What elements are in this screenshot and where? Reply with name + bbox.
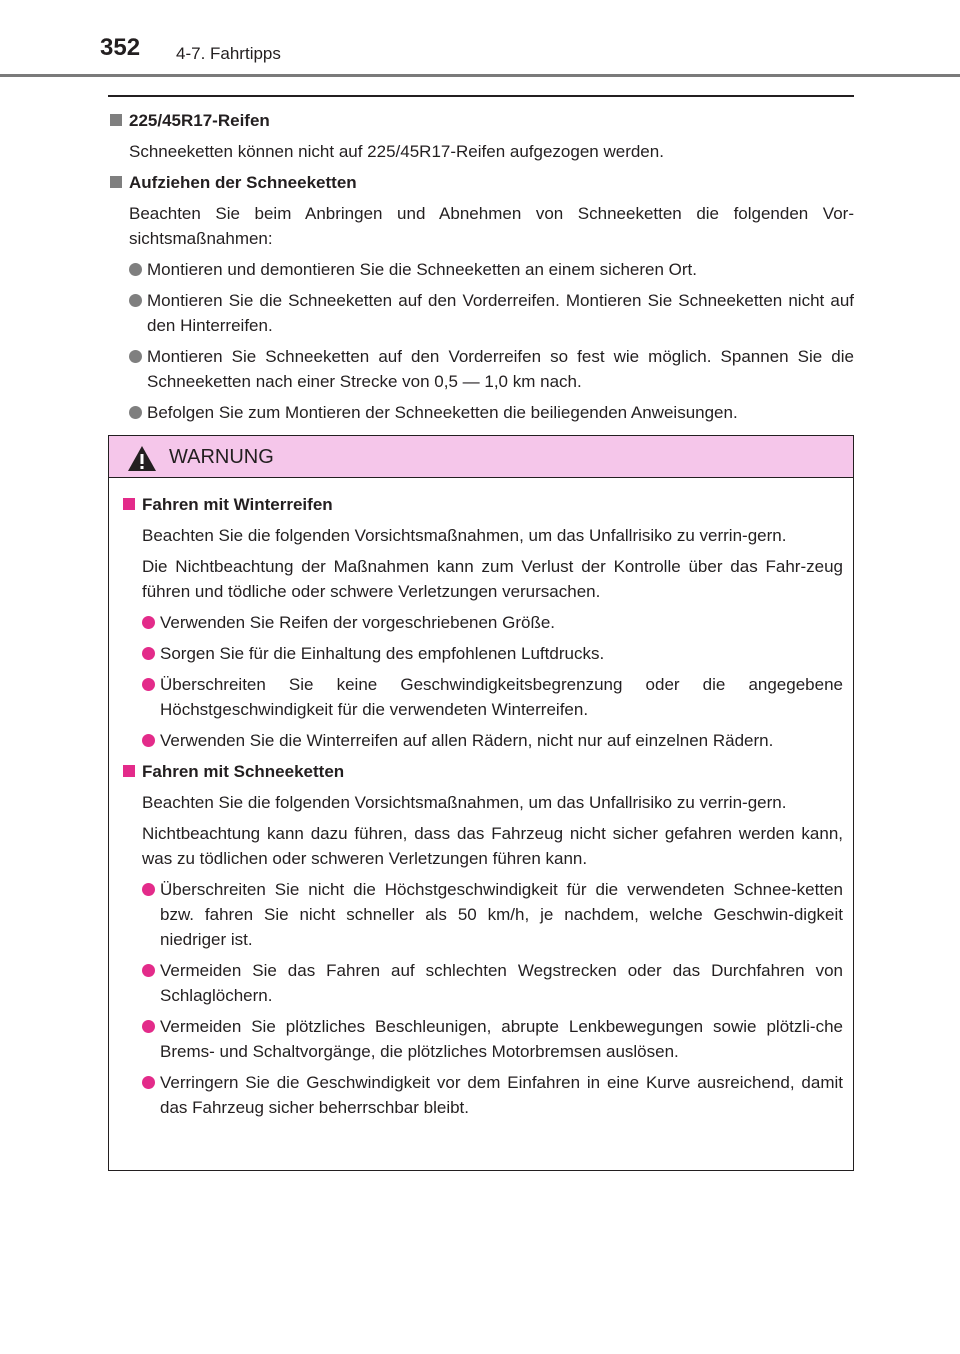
bullet-item	[129, 288, 854, 338]
bullet-item	[142, 1014, 843, 1064]
section-heading-text: Aufziehen der Schneeketten	[129, 173, 357, 192]
bullet-item	[142, 610, 843, 635]
section-heading	[121, 492, 843, 517]
round-bullet-icon	[142, 678, 155, 691]
bullet-item	[129, 400, 854, 425]
round-bullet-icon	[142, 647, 155, 660]
bullet-text: Verwenden Sie Reifen der vorgeschriebenen Größe.	[160, 613, 556, 632]
bullet-text: Überschreiten Sie nicht die Höchstgeschwindigkeit für die verwendeten Schnee-ketten bzw. fahren Sie nicht schneller als 50 km/h, je nachdem, welche Geschwin-digkeit niedriger ist.	[160, 880, 843, 949]
round-bullet-icon	[129, 263, 142, 276]
round-bullet-icon	[129, 294, 142, 307]
bullet-text: Sorgen Sie für die Einhaltung des empfohlenen Luftdrucks.	[160, 644, 605, 663]
round-bullet-icon	[129, 350, 142, 363]
warning-triangle-icon	[127, 445, 157, 472]
bullet-text: Vermeiden Sie das Fahren auf schlechten Wegstrecken oder das Durchfahren von Schlaglöchern.	[160, 961, 843, 1005]
bullet-item	[142, 641, 843, 666]
section-heading-text: Fahren mit Winterreifen	[142, 495, 333, 514]
page-number: 352	[100, 34, 141, 61]
section-heading-text: 225/45R17-Reifen	[129, 111, 270, 130]
bullet-text: Montieren Sie Schneeketten auf den Vorderreifen so fest wie möglich. Spannen Sie die Schneeketten nach einer Strecke von 0,5 — 1,0 km nach.	[147, 347, 854, 391]
round-bullet-icon	[142, 883, 155, 896]
bullet-text: Befolgen Sie zum Montieren der Schneeketten die beiliegenden Anweisungen.	[147, 403, 738, 422]
bullet-text: Überschreiten Sie keine Geschwindigkeitsbegrenzung oder die angegebene Höchstgeschwindigkeit für die verwendeten Winterreifen.	[160, 675, 843, 719]
bullet-item	[129, 257, 854, 282]
body-paragraph: Beachten Sie die folgenden Vorsichtsmaßnahmen, um das Unfallrisiko zu verrin-gern.	[142, 793, 787, 812]
bullet-text: Verwenden Sie die Winterreifen auf allen Rädern, nicht nur auf einzelnen Rädern.	[160, 731, 774, 750]
bullet-text: Vermeiden Sie plötzliches Beschleunigen, abrupte Lenkbewegungen sowie plötzli-che Brems- und Schaltvorgänge, die plötzliches Motorbremsen auslösen.	[160, 1017, 843, 1061]
square-bullet-icon	[123, 498, 135, 510]
page-header	[0, 0, 960, 78]
warning-box	[108, 435, 854, 1171]
round-bullet-icon	[142, 734, 155, 747]
square-bullet-icon	[110, 176, 122, 188]
section-title: 4-7. Fahrtipps	[176, 44, 281, 63]
body-paragraph: Schneeketten können nicht auf 225/45R17-Reifen aufgezogen werden.	[129, 142, 664, 161]
warning-body	[109, 478, 853, 1120]
section-heading	[121, 759, 843, 784]
round-bullet-icon	[142, 1020, 155, 1033]
body-paragraph: Nichtbeachtung kann dazu führen, dass das Fahrzeug nicht sicher gefahren werden kann, was zu tödlichen oder schweren Verletzungen führen kann.	[142, 824, 843, 868]
body-paragraph: Die Nichtbeachtung der Maßnahmen kann zum Verlust der Kontrolle über das Fahr-zeug führen und tödliche oder schwere Verletzungen verursachen.	[142, 557, 843, 601]
round-bullet-icon	[142, 616, 155, 629]
round-bullet-icon	[129, 406, 142, 419]
bullet-text: Montieren und demontieren Sie die Schneeketten an einem sicheren Ort.	[147, 260, 697, 279]
bullet-text: Verringern Sie die Geschwindigkeit vor dem Einfahren in eine Kurve ausreichend, damit das Fahrzeug sicher beherrschbar bleibt.	[160, 1073, 843, 1117]
section-heading	[108, 108, 854, 133]
square-bullet-icon	[110, 114, 122, 126]
bullet-item	[142, 958, 843, 1008]
header-divider	[0, 74, 960, 77]
round-bullet-icon	[142, 1076, 155, 1089]
square-bullet-icon	[123, 765, 135, 777]
section-heading-text: Fahren mit Schneeketten	[142, 762, 345, 781]
bullet-item	[142, 728, 843, 753]
content-top-rule	[108, 95, 854, 97]
bullet-text: Montieren Sie die Schneeketten auf den Vorderreifen. Montieren Sie Schneeketten nicht auf den Hinterreifen.	[147, 291, 854, 335]
body-paragraph: Beachten Sie beim Anbringen und Abnehmen von Schneeketten die folgenden Vor-sichtsmaßnahmen:	[129, 204, 854, 248]
warning-title: WARNUNG	[169, 446, 274, 468]
bullet-item	[142, 672, 843, 722]
bullet-item	[142, 1070, 843, 1120]
main-content	[108, 108, 854, 431]
bullet-item	[142, 877, 843, 952]
body-paragraph: Beachten Sie die folgenden Vorsichtsmaßnahmen, um das Unfallrisiko zu verrin-gern.	[142, 526, 787, 545]
warning-header	[109, 436, 853, 478]
round-bullet-icon	[142, 964, 155, 977]
bullet-item	[129, 344, 854, 394]
section-heading	[108, 170, 854, 195]
